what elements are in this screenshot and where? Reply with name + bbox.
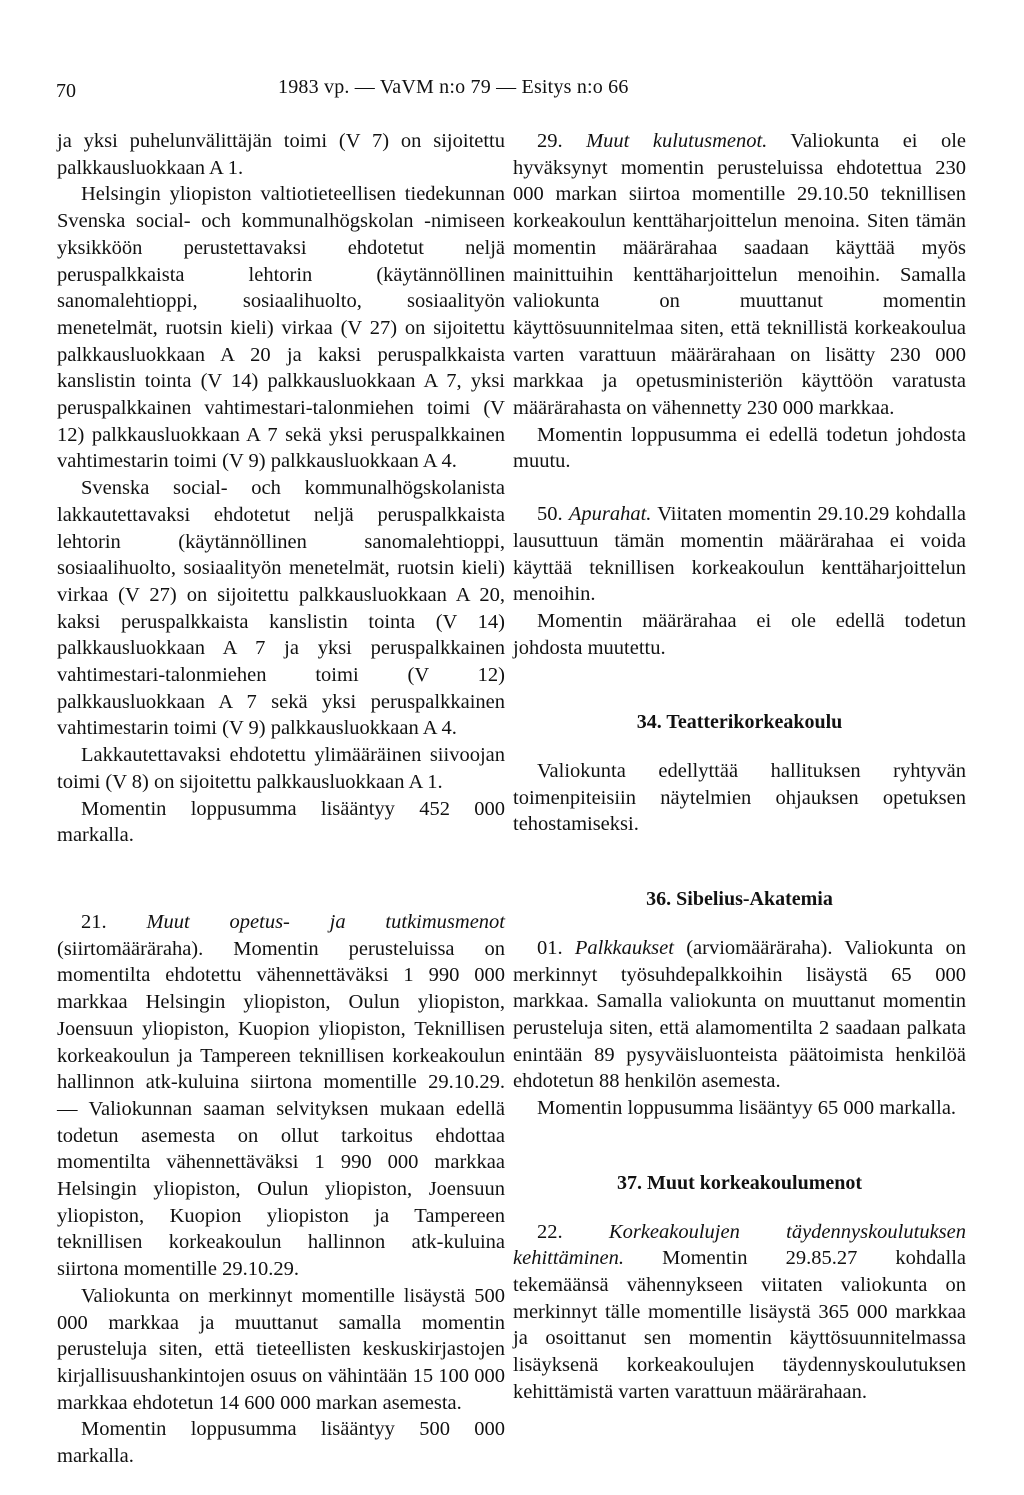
section-21: [57, 909, 505, 1283]
left-column: [57, 128, 505, 1470]
section-title: Apurahat.: [568, 503, 652, 526]
paragraph: Momentin määrärahaa ei ole edellä todetun johdosta muutettu.: [513, 609, 966, 659]
paragraph: Helsingin yliopiston valtiotieteellisen tiedekunnan Svenska social- och kommunalhögskolan -nimiseen yksikköön perustettavaksi ehdotetut neljä peruspalkkaista lehtorin (käytännöllinen sanomalehtioppi, sosiaalihuolto, sosiaalityön menetelmät, ruotsin kieli) virkaa (V 27) on sijoitettu palkkausluokkaan A 20 ja kaksi peruspalkkaista kanslistin tointa (V 14) palkkausluokkaan A 7, yksi peruspalkkainen vahtimestari-talonmiehen toimi (V 12) palkkausluokkaan A 7 sekä yksi peruspalkkainen vahtimestarin toimi (V 9) palkkausluokkaan A 4.: [57, 183, 505, 473]
section-text: (arviomääräraha). Valiokunta on merkinnyt työsuhdepalkkoihin lisäystä 65 000 markkaa. Samalla valiokunta on muuttanut momentin perusteluja siten, että alamomentilta 2 saadaan palkata enintään 89 pysyväisluonteista päätoimista henkilöä ehdotetun 88 henkilön asemesta.: [513, 936, 966, 1093]
section-22: [513, 1219, 966, 1406]
paragraph: Momentin loppusumma lisääntyy 65 000 markalla.: [537, 1097, 957, 1120]
section-heading: 37. Muut korkeakoulumenot: [616, 1171, 863, 1194]
paragraph: Momentin loppusumma lisääntyy 500 000 markalla.: [57, 1418, 505, 1468]
running-head: 1983 vp. — VaVM n:o 79 — Esitys n:o 66: [278, 76, 629, 98]
page-number: 70: [56, 80, 76, 102]
section-text: (siirtomääräraha). Momentin perusteluissa on momentilta ehdotettu vähennettäväksi 1 990 000 markkaa Helsingin yliopiston, Oulun yliopiston, Joensuun yliopiston, Kuopion yliopiston, Teknillisen korkeakoulun ja Tampereen teknillisen korkeakoulun hallinnon atk-kuluina siirtona momentille 29.10.29. — Valiokunnan saaman selvityksen mukaan edellä todetun asemesta on ollut tarkoitus ehdottaa momentilta vähennettäväksi 1 990 000 markkaa Helsingin yliopiston, Oulun yliopiston, Joensuun yliopiston, Kuopion yliopiston ja Tampereen teknillisen korkeakoulun hallinnon atk-kuluina siirtona momentille 29.10.29.: [57, 937, 505, 1281]
section-heading: 34. Teatterikorkeakoulu: [636, 711, 843, 734]
section-title: Muut opetus- ja tutkimusmenot: [146, 910, 505, 933]
section-title: Korkeakoulujen täydennyskoulutuksen kehittäminen.: [513, 1220, 967, 1270]
section-text: Viitaten momentin 29.10.29 kohdalla lausuttuun tämän momentin määrärahaa ei voida käyttää teknillisen korkeakoulun kenttäharjoittelun menoihin.: [513, 503, 967, 606]
paragraph: Valiokunta edellyttää hallituksen ryhtyvän toimenpiteisiin näytelmien ohjauksen opetuksen tehostamiseksi.: [513, 760, 966, 836]
section-number: 29.: [537, 130, 563, 152]
paragraph: Lakkautettavaksi ehdotettu ylimääräinen siivoojan toimi (V 8) on sijoitettu palkkausluokkaan A 1.: [57, 744, 505, 793]
section-number: 21.: [81, 910, 107, 933]
section-50: [513, 501, 966, 608]
paragraph: Momentin loppusumma ei edellä todetun johdosta muutu.: [513, 423, 966, 473]
section-number: 01.: [537, 936, 563, 959]
section-heading: 36. Sibelius-Akatemia: [646, 888, 833, 911]
paragraph: Valiokunta on merkinnyt momentille lisäystä 500 000 markkaa ja muuttanut samalla momentin perusteluja siten, että tieteellisten keskuskirjastojen kirjallisuushankintojen osuus on vähintään 15 100 000 markkaa ehdotetun 14 600 000 markan asemesta.: [57, 1284, 505, 1414]
paragraph: Momentin loppusumma lisääntyy 452 000 markalla.: [57, 797, 505, 847]
paragraph: ja yksi puhelunvälittäjän toimi (V 7) on sijoitettu palkkausluokkaan A 1.: [57, 130, 505, 179]
right-column: [513, 128, 966, 1405]
section-01: [513, 935, 966, 1095]
section-title: Muut kulutusmenot.: [586, 130, 768, 152]
section-29: [513, 128, 966, 422]
section-number: 50.: [537, 503, 563, 526]
paragraph: Svenska social- och kommunalhögskolanista lakkautettavaksi ehdotetut neljä peruspalkkaista lehtorin (käytännöllinen sanomalehtioppi, sosiaalihuolto, sosiaalityön menetelmät, ruotsin kieli) virkaa (V 27) on sijoitettu palkkausluokkaan A 20, kaksi peruspalkkaista kanslistin tointa (V 14) palkkausluokkaan A 7 ja yksi peruspalkkainen vahtimestari-talonmiehen toimi (V 12) palkkausluokkaan A 7 sekä yksi peruspalkkainen vahtimestarin toimi (V 9) palkkausluokkaan A 4.: [57, 477, 505, 740]
section-title: Palkkaukset: [574, 936, 674, 959]
section-text: Momentin 29.85.27 kohdalla tekemäänsä vähennykseen viitaten valiokunta on merkinnyt tälle momentille lisäystä 365 000 markkaa ja osoittanut sen momentin käyttösuunnitelmassa lisäyksenä korkeakoulujen täydennyskoulutuksen kehittämistä varten varattuun määrärahaan.: [513, 1247, 966, 1403]
page-header: [0, 72, 1024, 108]
section-text: Valiokunta ei ole hyväksynyt momentin perusteluissa ehdotettua 230 000 markan siirtoa momentille 29.10.50 teknillisen korkeakoulun kenttäharjoittelun menoina. Siten tämän momentin määrärahaa saadaan käyttää myös mainittuihin kenttäharjoittelun menoihin. Samalla valiokunta on muuttanut momentin käyttösuunnitelmaa siten, että teknillistä korkeakoulua varten varattuun määrärahaan on lisätty 230 000 markkaa ja opetusministeriön käyttöön varatusta määrärahasta on vähennetty 230 000 markkaa.: [513, 130, 967, 420]
section-number: 22.: [537, 1220, 563, 1243]
